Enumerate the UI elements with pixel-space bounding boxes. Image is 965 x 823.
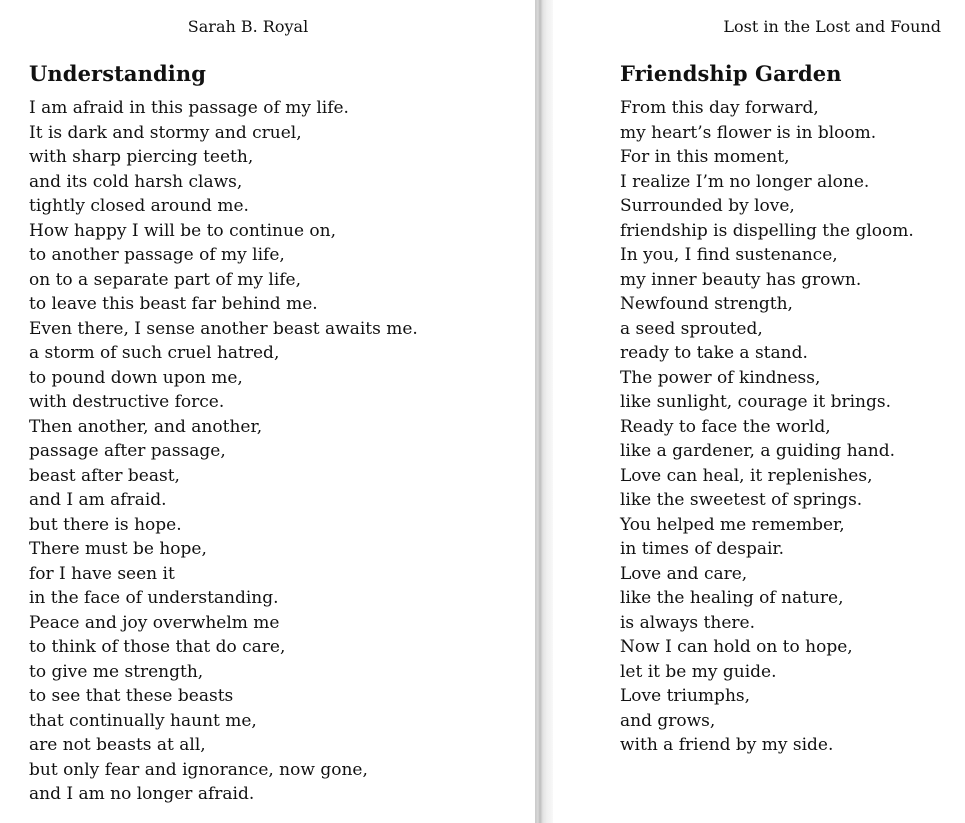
poem-line: Surrounded by love, xyxy=(620,196,795,216)
poem-line: and its cold harsh claws, xyxy=(29,171,243,192)
poem-line: like the healing of nature, xyxy=(620,588,844,608)
poem-line: like sunlight, courage it brings. xyxy=(620,392,891,412)
poem-line: to think of those that do care, xyxy=(29,637,286,657)
poem-line: Then another, and another, xyxy=(29,416,263,437)
poem-title: Understanding xyxy=(29,61,207,86)
poem-line: friendship is dispelling the gloom. xyxy=(620,220,914,241)
poem-line: You helped me remember, xyxy=(620,514,845,535)
poem-line: Newfound strength, xyxy=(620,294,793,314)
poem-line: to another passage of my life, xyxy=(29,245,285,265)
poem-line: and grows, xyxy=(620,710,716,731)
poem-line: The power of kindness, xyxy=(620,367,821,388)
poem-line: with destructive force. xyxy=(29,392,225,412)
poem-line: beast after beast, xyxy=(29,465,180,486)
poem-line: and I am no longer afraid. xyxy=(29,784,255,804)
poem-line: From this day forward, xyxy=(620,98,819,118)
poem-line: a storm of such cruel hatred, xyxy=(29,343,280,363)
poem-body xyxy=(620,96,914,758)
poem-line: my inner beauty has grown. xyxy=(620,269,862,290)
poem-line: with sharp piercing teeth, xyxy=(29,147,254,167)
poem-line: Love can heal, it replenishes, xyxy=(620,465,873,486)
poem-line: ready to take a stand. xyxy=(620,343,808,363)
poem-line: to pound down upon me, xyxy=(29,367,243,388)
poem-line: How happy I will be to continue on, xyxy=(29,220,336,241)
poem-line: It is dark and stormy and cruel, xyxy=(29,122,302,143)
poem-line: on to a separate part of my life, xyxy=(29,269,302,290)
poem-line: I realize I’m no longer alone. xyxy=(620,171,870,192)
poem-line: are not beasts at all, xyxy=(29,735,206,755)
poem-line: Love triumphs, xyxy=(620,686,751,706)
poem-line: Now I can hold on to hope, xyxy=(620,637,853,657)
poem-line: let it be my guide. xyxy=(620,661,777,682)
poem-line: I am afraid in this passage of my life. xyxy=(29,98,349,118)
poem-title: Friendship Garden xyxy=(620,61,842,86)
poem-line: In you, I find sustenance, xyxy=(620,245,838,265)
poem-line: For in this moment, xyxy=(620,147,790,167)
poem-line: Ready to face the world, xyxy=(620,416,831,437)
poem-line: in times of despair. xyxy=(620,539,785,559)
running-head-author: Sarah B. Royal xyxy=(187,17,309,36)
poem-line: Even there, I sense another beast awaits me. xyxy=(29,318,418,339)
poem-line: tightly closed around me. xyxy=(29,196,249,216)
poem-line: Peace and joy overwhelm me xyxy=(29,612,280,633)
poem-body xyxy=(29,96,418,807)
right-page xyxy=(553,0,965,823)
running-head-book-title: Lost in the Lost and Found xyxy=(723,17,941,36)
poem-line: and I am afraid. xyxy=(29,490,167,510)
poem-line: but there is hope. xyxy=(29,514,182,535)
poem-line: but only fear and ignorance, now gone, xyxy=(29,759,368,780)
poem-line: that continually haunt me, xyxy=(29,710,257,731)
poem-line: a seed sprouted, xyxy=(620,318,763,339)
poem-line: to give me strength, xyxy=(29,661,204,682)
poem-line: like the sweetest of springs. xyxy=(620,490,863,510)
poem-line: Love and care, xyxy=(620,563,748,584)
poem-line: is always there. xyxy=(620,612,755,633)
poem-line: There must be hope, xyxy=(29,539,207,559)
poem-line: with a friend by my side. xyxy=(620,735,834,755)
poem-line: in the face of understanding. xyxy=(29,588,279,608)
poem-line: to see that these beasts xyxy=(29,686,234,706)
poem-line: passage after passage, xyxy=(29,441,226,461)
book-gutter xyxy=(535,0,553,823)
poem-line: for I have seen it xyxy=(29,563,175,584)
poem-line: to leave this beast far behind me. xyxy=(29,294,318,314)
poem-line: like a gardener, a guiding hand. xyxy=(620,441,896,461)
poem-line: my heart’s flower is in bloom. xyxy=(620,122,877,143)
